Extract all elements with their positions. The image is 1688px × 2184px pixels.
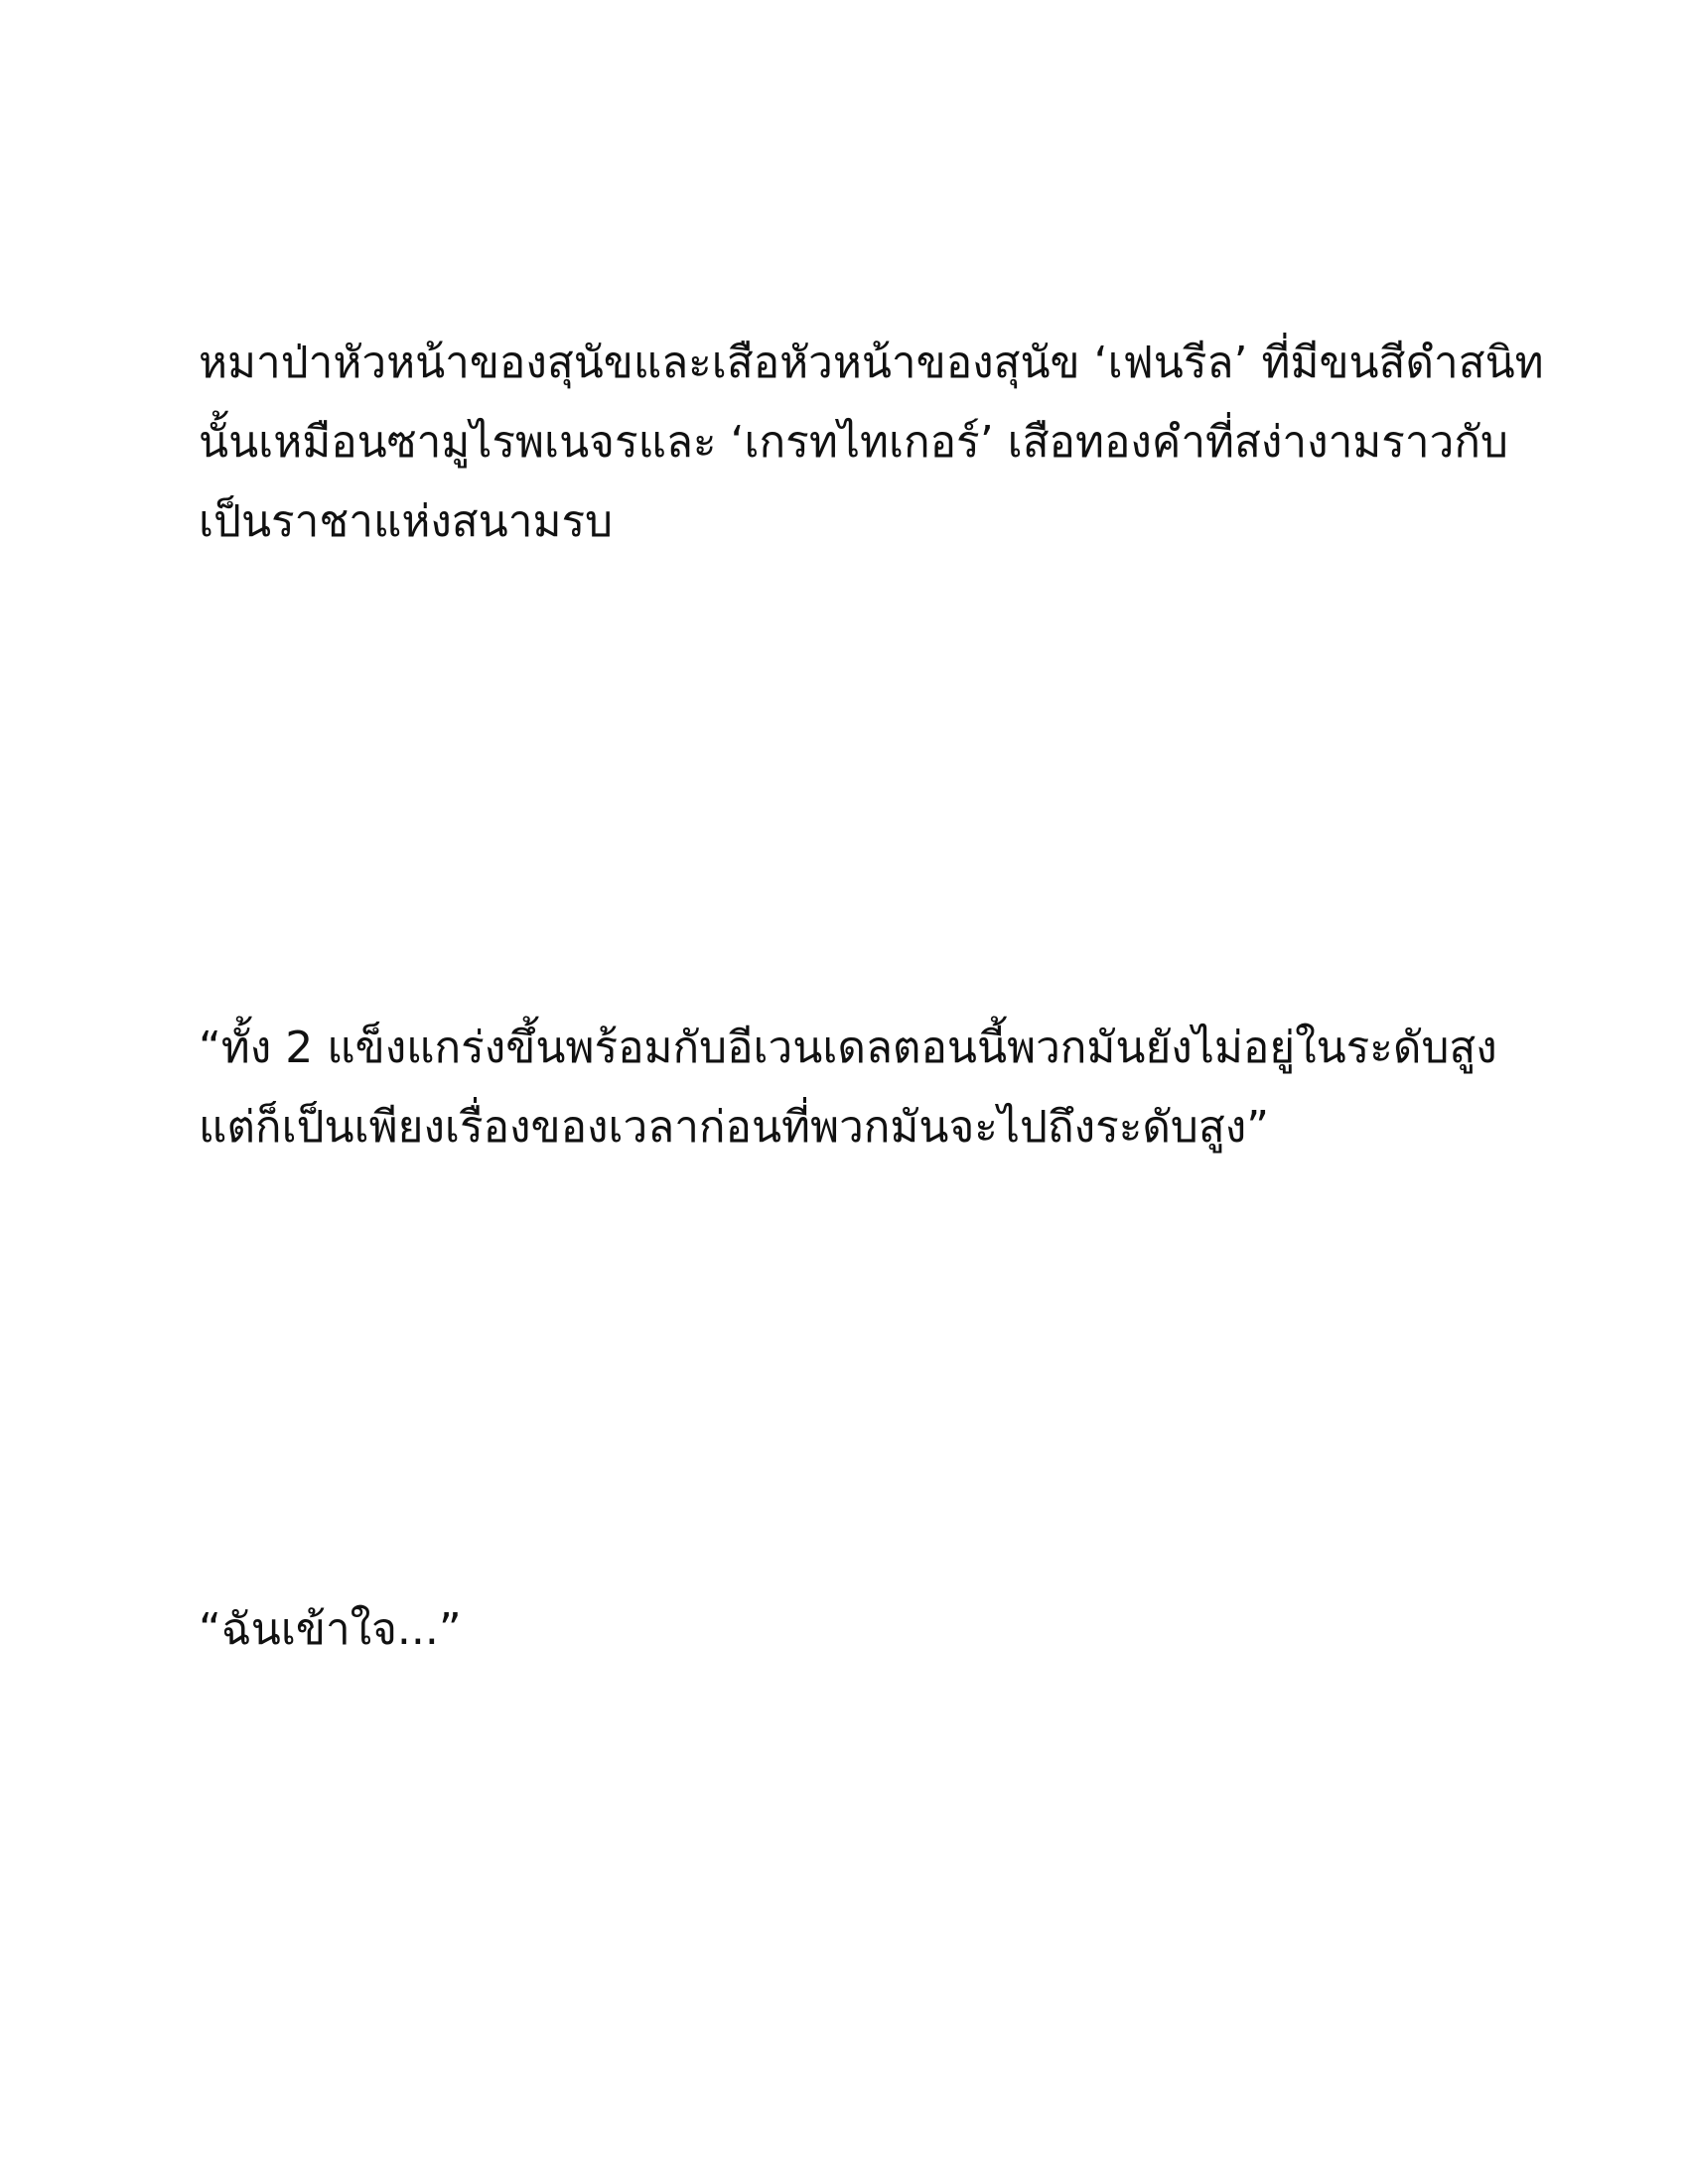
paragraph-dialogue [199, 1009, 1509, 1167]
paragraph-reply [199, 1590, 1509, 1670]
text-line: หมาป่าหัวหน้าของสุนัขและเสือหัวหน้าของสุนัข ‘เฟนรีล’ ที่มีขนสีดำสนิท [199, 338, 1544, 388]
text-line: “ฉันเข้าใจ...” [199, 1604, 462, 1655]
text-line: “ทั้ง 2 แข็งแกร่งขึ้นพร้อมกับอีเวนเดลตอนนี้พวกมันยังไม่อยู่ในระดับสูง [199, 1023, 1497, 1073]
text-line: นั้นเหมือนซามูไรพเนจรและ ‘เกรทไทเกอร์’ เสือทองคำที่สง่างามราวกับ [199, 417, 1508, 468]
text-line: เป็นราชาแห่งสนามรบ [199, 496, 614, 547]
paragraph-narration [199, 324, 1544, 562]
text-line: แต่ก็เป็นเพียงเรื่องของเวลาก่อนที่พวกมันจะไปถึงระดับสูง” [199, 1102, 1269, 1153]
